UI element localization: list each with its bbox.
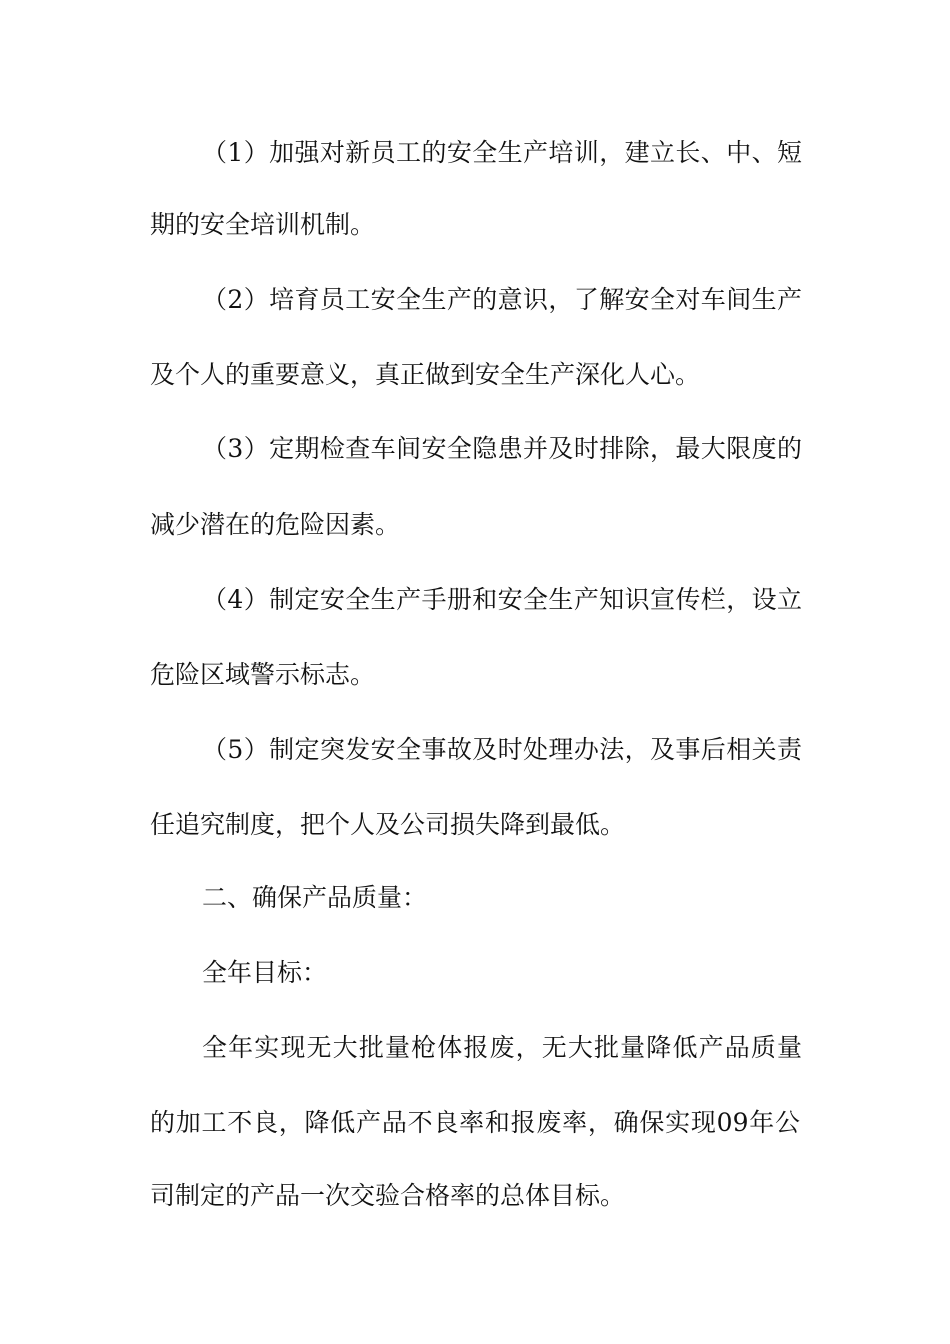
paragraph-2-line-2: 及个人的重要意义，真正做到安全生产深化人心。 [150, 360, 701, 389]
paragraph-5-line-1: （5）制定突发安全事故及时处理办法，及事后相关责 [202, 735, 802, 764]
paragraph-2-line-1: （2）培育员工安全生产的意识，了解安全对车间生产 [202, 285, 802, 314]
paragraph-4-line-2: 危险区域警示标志。 [150, 660, 376, 689]
paragraph-6-line-3: 司制定的产品一次交验合格率的总体目标。 [150, 1181, 626, 1210]
paragraph-1-line-2: 期的安全培训机制。 [150, 210, 376, 239]
paragraph-3-line-1: （3）定期检查车间安全隐患并及时排除，最大限度的 [202, 434, 802, 463]
paragraph-3-line-2: 减少潜在的危险因素。 [150, 510, 401, 539]
paragraph-5-line-2: 任追究制度，把个人及公司损失降到最低。 [150, 810, 626, 839]
section-heading: 二、确保产品质量： [202, 883, 428, 912]
paragraph-1-line-1: （1）加强对新员工的安全生产培训，建立长、中、短 [202, 138, 802, 167]
annual-target-label: 全年目标： [202, 958, 328, 987]
paragraph-4-line-1: （4）制定安全生产手册和安全生产知识宣传栏，设立 [202, 585, 802, 614]
paragraph-6-line-1: 全年实现无大批量枪体报废，无大批量降低产品质量 [202, 1033, 802, 1062]
paragraph-6-line-2: 的加工不良，降低产品不良率和报废率，确保实现09年公 [150, 1108, 800, 1137]
